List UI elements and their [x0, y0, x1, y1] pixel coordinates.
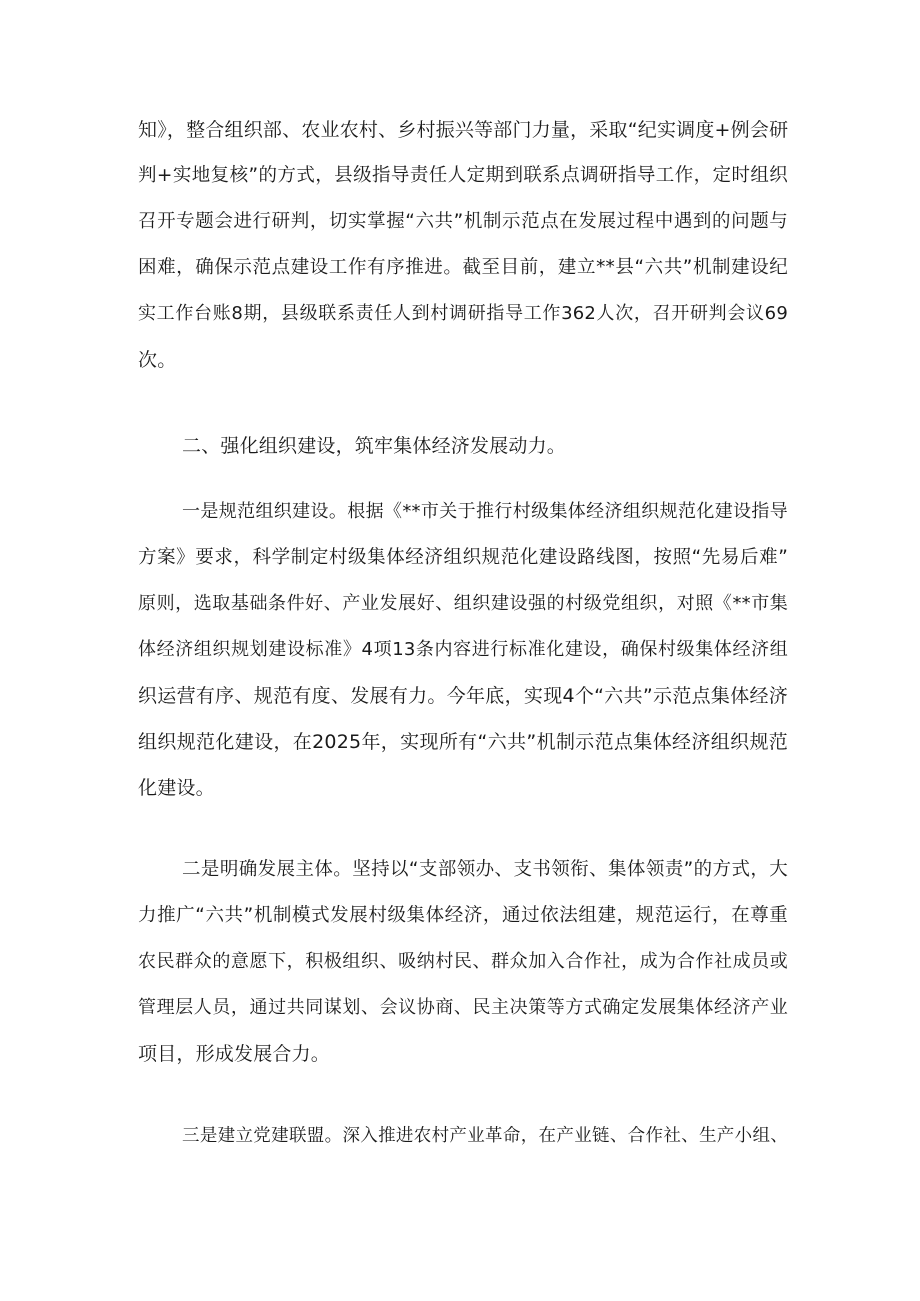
- text-line: 次。: [138, 349, 177, 371]
- text-line: 实工作台账8期，县级联系责任人到村调研指导工作362人次，召开研判会议69: [138, 303, 788, 324]
- text-line: 一是规范组织建设。根据《**市关于推行村级集体经济组织规范化建设指导: [182, 501, 788, 522]
- text-line: 方案》要求，科学制定村级集体经济组织规范化建设路线图，按照“先易后难”: [138, 547, 788, 568]
- text-line: 原则，选取基础条件好、产业发展好、组织建设强的村级党组织，对照《**市集: [138, 593, 788, 614]
- text-line: 力推广“六共”机制模式发展村级集体经济，通过依法组建，规范运行，在尊重: [138, 905, 788, 926]
- heading-text: 二、强化组织建设，筑牢集体经济发展动力。: [182, 435, 567, 457]
- text-line: 困难，确保示范点建设工作有序推进。截至目前，建立**县“六共”机制建设纪: [138, 257, 788, 278]
- text-line: 农民群众的意愿下，积极组织、吸纳村民、群众加入合作社，成为合作社成员或: [138, 951, 788, 972]
- text-line: 化建设。: [138, 777, 215, 799]
- text-line: 体经济组织规划建设标准》4项13条内容进行标准化建设，确保村级集体经济组: [138, 639, 788, 660]
- text-line: 召开专题会进行研判，切实掌握“六共”机制示范点在发展过程中遇到的问题与: [138, 211, 788, 232]
- text-line: 管理层人员，通过共同谋划、会议协商、民主决策等方式确定发展集体经济产业: [138, 997, 788, 1018]
- text-line: 二是明确发展主体。坚持以“支部领办、支书领衔、集体领责”的方式，大: [182, 859, 788, 880]
- text-line: 知》，整合组织部、农业农村、乡村振兴等部门力量，采取“纪实调度+例会研: [138, 119, 789, 141]
- text-line: 项目，形成发展合力。: [138, 1043, 331, 1065]
- text-line: 判+实地复核”的方式，县级指导责任人定期到联系点调研指导工作，定时组织: [138, 165, 788, 186]
- text-line: 织运营有序、规范有度、发展有力。今年底，实现4个“六共”示范点集体经济: [138, 685, 788, 707]
- text-line: 组织规范化建设，在2025年，实现所有“六共”机制示范点集体经济组织规范: [138, 731, 788, 753]
- text-line: 三是建立党建联盟。深入推进农村产业革命，在产业链、合作社、生产小组、: [182, 1126, 788, 1146]
